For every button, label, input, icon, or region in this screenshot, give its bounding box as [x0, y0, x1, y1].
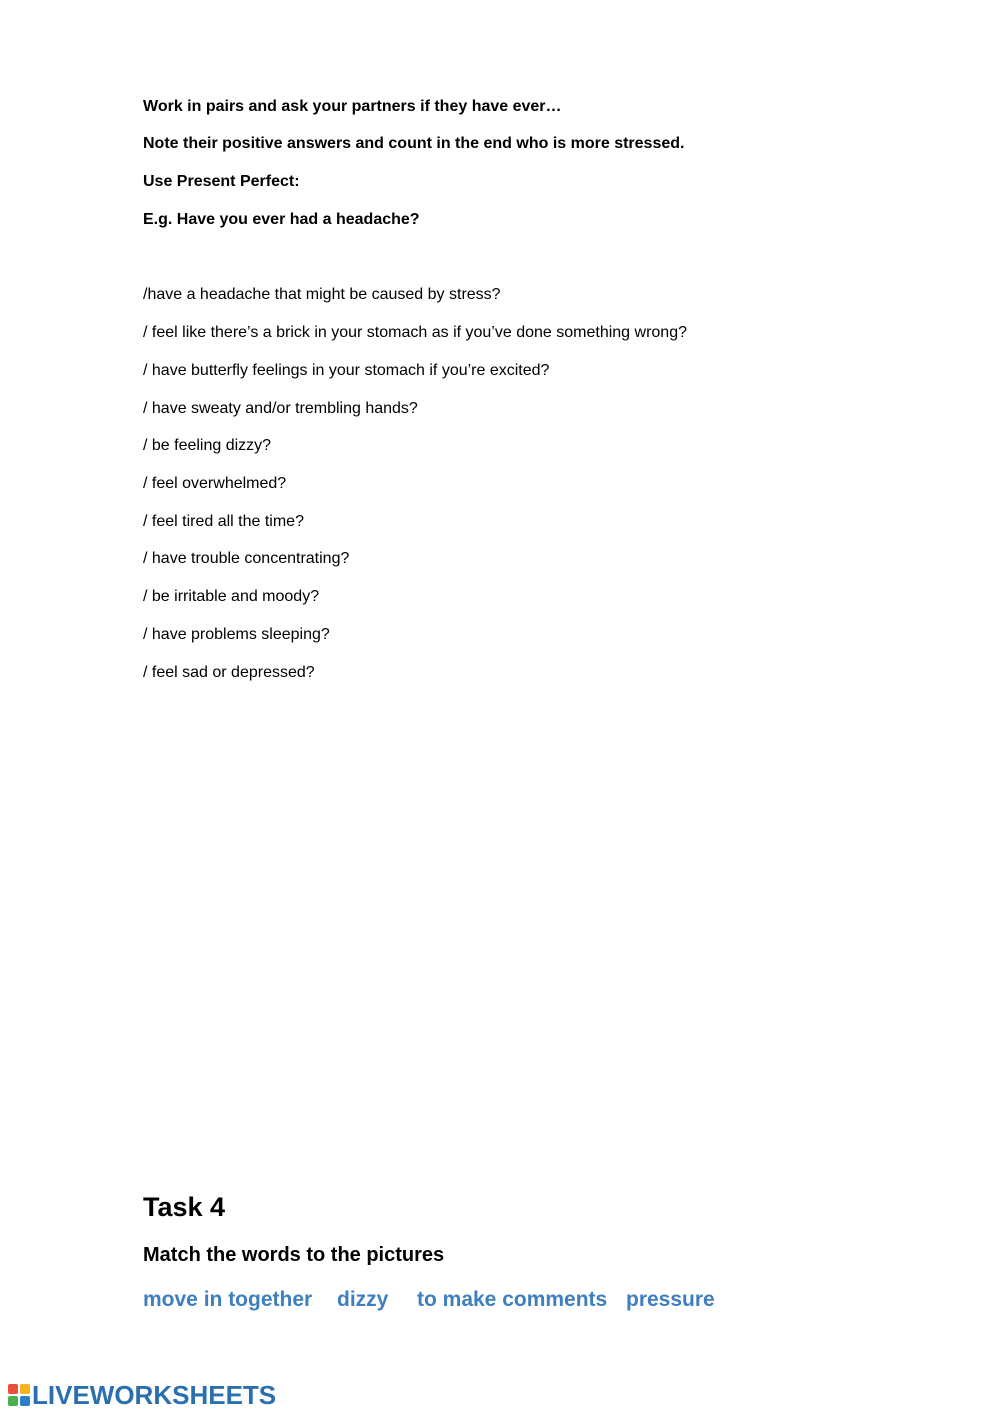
instruction-tense: Use Present Perfect: [143, 173, 300, 190]
question-item: / feel like there’s a brick in your stomach as if you’ve done something wrong? [143, 324, 687, 341]
question-item: / have trouble concentrating? [143, 550, 350, 567]
question-item: / feel sad or depressed? [143, 664, 315, 681]
question-item: / have sweaty and/or trembling hands? [143, 400, 418, 417]
question-item: /have a headache that might be caused by stress? [143, 286, 501, 303]
logo-squares-icon [8, 1384, 30, 1406]
task-title: Task 4 [143, 1192, 226, 1222]
word-dizzy[interactable]: dizzy [337, 1288, 389, 1311]
worksheet-page [143, 0, 943, 1413]
word-move-in-together[interactable]: move in together [143, 1288, 313, 1311]
instruction-note: Note their positive answers and count in the end who is more stressed. [143, 135, 685, 152]
word-to-make-comments[interactable]: to make comments [417, 1288, 608, 1311]
word-pressure[interactable]: pressure [626, 1288, 715, 1311]
logo-text: LIVEWORKSHEETS [32, 1380, 277, 1410]
question-item: / feel tired all the time? [143, 513, 304, 530]
question-item: / be irritable and moody? [143, 588, 320, 605]
question-item: / have problems sleeping? [143, 626, 330, 643]
question-item: / have butterfly feelings in your stomach if you’re excited? [143, 362, 550, 379]
instruction-pairs: Work in pairs and ask your partners if they have ever… [143, 98, 562, 115]
task-subtitle: Match the words to the pictures [143, 1244, 445, 1266]
logo-square [8, 1384, 18, 1394]
logo-square [20, 1396, 30, 1406]
question-item: / be feeling dizzy? [143, 437, 272, 454]
instruction-example: E.g. Have you ever had a headache? [143, 211, 420, 228]
liveworksheets-logo [8, 1381, 276, 1409]
logo-square [8, 1396, 18, 1406]
logo-square [20, 1384, 30, 1394]
question-item: / feel overwhelmed? [143, 475, 287, 492]
word-bank [143, 1286, 843, 1314]
